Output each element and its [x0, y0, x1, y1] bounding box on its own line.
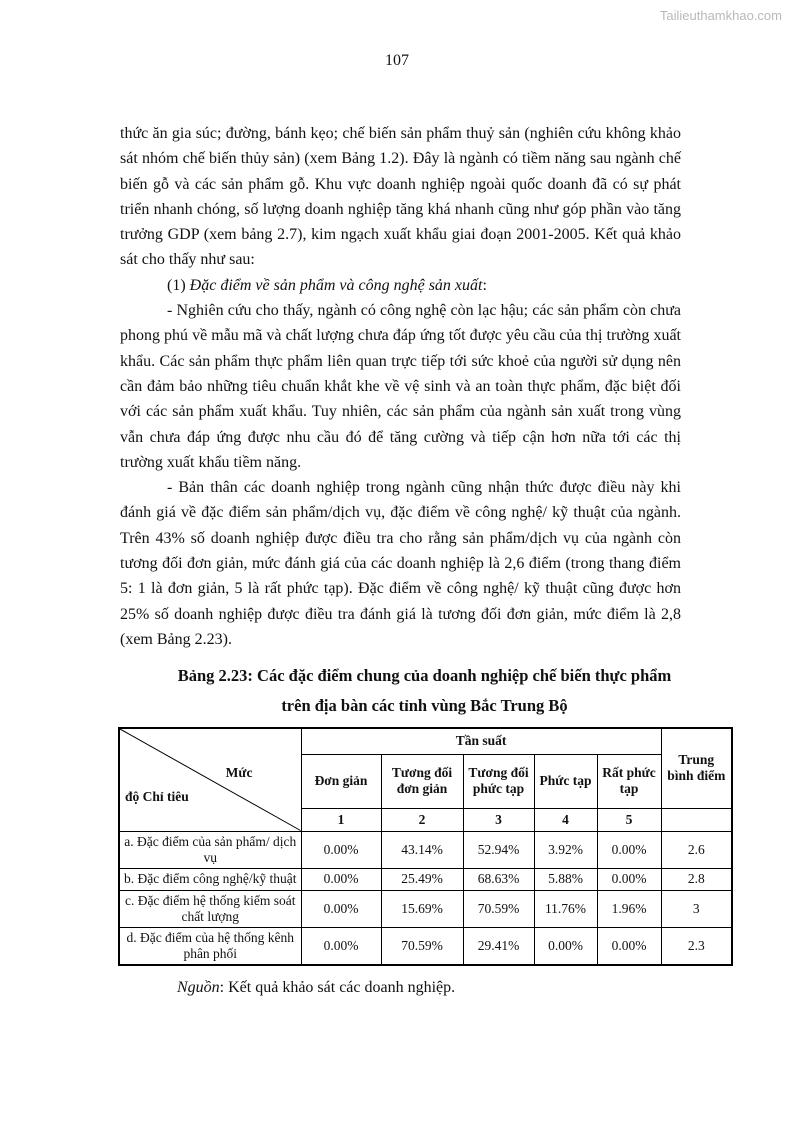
cell-average: 3 [661, 890, 732, 927]
cell-value: 1.96% [597, 890, 661, 927]
paragraph-3: - Nghiên cứu cho thấy, ngành có công nghệ còn lạc hậu; các sản phẩm còn chưa phong phú về mẫu mã và chất lượng chưa đáp ứng tốt được yêu cầu của thị trường xuất khẩu. Các sản phẩm thực phẩm liên quan trực tiếp tới sức khoẻ của người sử dụng nên cần đảm bảo những tiêu chuẩn khắt khe về vệ sinh và an toàn thực phẩm, đặc biệt đối với các sản phẩm xuất khẩu. Tuy nhiên, các sản phẩm của ngành sản xuất trong vùng vẫn chưa đáp ứng được nhu cầu đó để tăng cường và tiếp cận hơn nữa tới các thị trường xuất khẩu tiềm năng. [120, 302, 681, 471]
diagonal-line [120, 729, 301, 831]
table-source [177, 979, 681, 997]
table-block [118, 661, 731, 966]
cell-value: 68.63% [463, 868, 534, 890]
cell-value: 0.00% [534, 927, 597, 965]
cell-value: 0.00% [301, 868, 381, 890]
paragraph-2-heading: Đặc điểm về sản phẩm và công nghệ sản xuất [189, 276, 483, 294]
cell-value: 3.92% [534, 831, 597, 868]
cell-value: 0.00% [301, 831, 381, 868]
paragraph-2 [120, 273, 681, 298]
corner-label-chi-tieu: độ Chỉ tiêu [125, 789, 189, 805]
cell-value: 0.00% [597, 868, 661, 890]
row-label: a. Đặc điểm của sản phẩm/ dịch vụ [119, 831, 301, 868]
cell-value: 0.00% [301, 890, 381, 927]
cell-value: 52.94% [463, 831, 534, 868]
table-row [119, 831, 732, 868]
table-row [119, 927, 732, 965]
cell-value: 25.49% [381, 868, 463, 890]
scale-number-empty [661, 808, 732, 831]
table-header-row-1 [119, 728, 732, 754]
scale-number-4: 4 [534, 808, 597, 831]
table-row [119, 868, 732, 890]
paragraph-2-suffix: : [482, 276, 487, 294]
cell-value: 70.59% [463, 890, 534, 927]
cell-average: 2.3 [661, 927, 732, 965]
cell-value: 0.00% [301, 927, 381, 965]
corner-label-muc: Mức [225, 765, 253, 781]
scale-number-2: 2 [381, 808, 463, 831]
row-label: b. Đặc điểm công nghệ/kỹ thuật [119, 868, 301, 890]
cell-value: 29.41% [463, 927, 534, 965]
cell-value: 43.14% [381, 831, 463, 868]
data-table [118, 727, 733, 966]
sub-header-3: Tương đối phức tạp [463, 754, 534, 808]
row-label: d. Đặc điểm của hệ thống kênh phân phối [119, 927, 301, 965]
sub-header-4: Phức tạp [534, 754, 597, 808]
scale-number-5: 5 [597, 808, 661, 831]
cell-value: 0.00% [597, 831, 661, 868]
table-title-line2: trên địa bàn các tỉnh vùng Bắc Trung Bộ [281, 696, 568, 716]
table-title-line1: Bảng 2.23: Các đặc điểm chung của doanh nghiệp chế biến thực phẩm [177, 666, 672, 686]
sub-header-2: Tương đối đơn giản [381, 754, 463, 808]
source-label: Nguồn [177, 978, 220, 996]
cell-value: 5.88% [534, 868, 597, 890]
scale-number-1: 1 [301, 808, 381, 831]
cell-value: 11.76% [534, 890, 597, 927]
scale-number-3: 3 [463, 808, 534, 831]
cell-value: 0.00% [597, 927, 661, 965]
page-content [120, 121, 726, 997]
cell-value: 70.59% [381, 927, 463, 965]
page-number: 107 [385, 52, 409, 69]
average-header: Trung bình điểm [661, 728, 732, 808]
paragraph-1: thức ăn gia súc; đường, bánh kẹo; chế biến sản phẩm thuỷ sản (nghiên cứu không khảo sát nhóm chế biến thủy sản) (xem Bảng 1.2). Đây là ngành có tiềm năng sau ngành chế biến gỗ và các sản phẩm gỗ. Khu vực doanh nghiệp ngoài quốc doanh đã có sự phát triển nhanh chóng, số lượng doanh nghiệp tăng khá nhanh cũng như góp phần vào tăng trưởng GDP (xem bảng 2.7), kim ngạch xuất khẩu giai đoạn 2001-2005. Kết quả khảo sát cho thấy như sau: [120, 125, 681, 269]
paragraph-4: - Bản thân các doanh nghiệp trong ngành cũng nhận thức được điều này khi đánh giá về đặc điểm sản phẩm/dịch vụ, đặc điểm về công nghệ/ kỹ thuật của ngành. Trên 43% số doanh nghiệp được điều tra cho rằng sản phẩm/dịch vụ của ngành còn tương đối đơn giản, mức đánh giá của các doanh nghiệp là 2,6 điểm (trong thang điểm 5: 1 là đơn giản, 5 là rất phức tạp). Đặc điểm về công nghệ/ kỹ thuật cũng được hơn 25% số doanh nghiệp được điều tra đánh giá là tương đối đơn giản, mức điểm là 2,8 (xem Bảng 2.23). [120, 479, 681, 648]
paragraph-2-prefix: (1) [167, 276, 190, 294]
source-text: : Kết quả khảo sát các doanh nghiệp. [219, 978, 456, 996]
table-title [118, 661, 731, 721]
site-watermark: Tailieuthamkhao.com [659, 8, 782, 23]
sub-header-1: Đơn giản [301, 754, 381, 808]
diagonal-corner-cell [119, 728, 301, 831]
cell-average: 2.6 [661, 831, 732, 868]
table-row [119, 890, 732, 927]
frequency-header: Tần suất [301, 728, 661, 754]
sub-header-5: Rất phức tạp [597, 754, 661, 808]
cell-value: 15.69% [381, 890, 463, 927]
row-label: c. Đặc điểm hệ thống kiểm soát chất lượng [119, 890, 301, 927]
cell-average: 2.8 [661, 868, 732, 890]
